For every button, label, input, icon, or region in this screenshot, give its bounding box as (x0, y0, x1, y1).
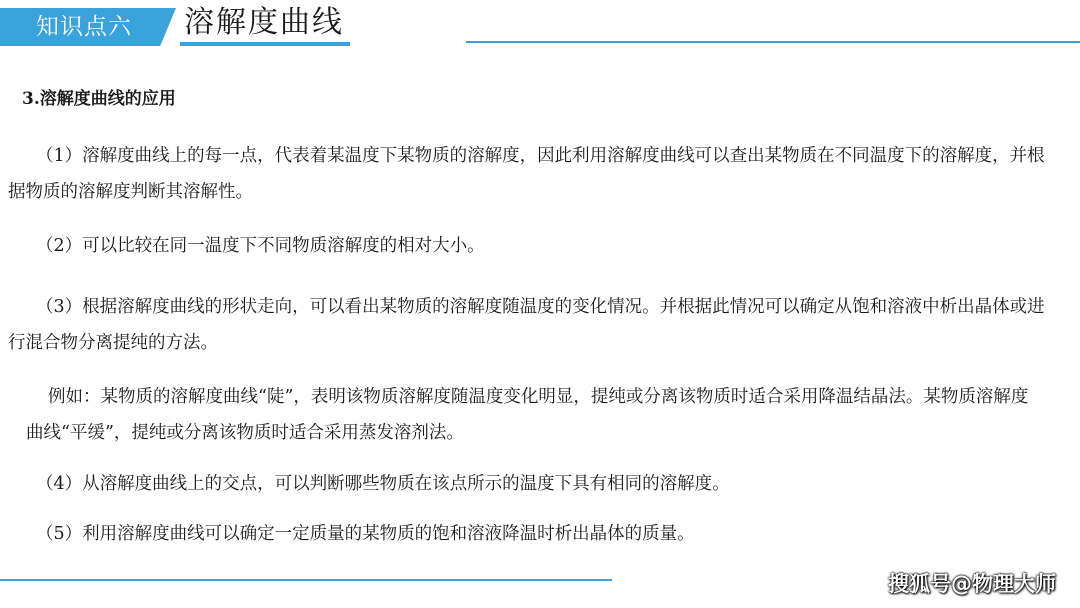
paragraph-4 (8, 466, 1048, 502)
page-title: 溶解度曲线 (184, 5, 344, 40)
paragraph-5-text: （5）利用溶解度曲线可以确定一定质量的某物质的饱和溶液降温时析出晶体的质量。 (36, 524, 695, 544)
paragraph-2 (8, 228, 1048, 264)
header-divider (466, 41, 1080, 43)
paragraph-5 (8, 516, 1048, 552)
section-badge-label: 知识点六 (36, 14, 132, 40)
example-text: 例如：某物质的溶解度曲线“陡”，表明该物质溶解度随温度变化明显，提纯或分离该物质时适合采用降温结晶法。某物质溶解度曲线“平缓”，提纯或分离该物质时适合采用蒸发溶剂法。 (26, 387, 1029, 443)
watermark: 搜狐号@物理大师 (888, 572, 1056, 596)
paragraph-1-text: （1）溶解度曲线上的每一点，代表着某温度下某物质的溶解度，因此利用溶解度曲线可以查出某物质在不同温度下的溶解度，并根据物质的溶解度判断其溶解性。 (8, 146, 1045, 202)
paragraph-3-text: （3）根据溶解度曲线的形状走向，可以看出某物质的溶解度随温度的变化情况。并根据此情况可以确定从饱和溶液中析出晶体或进行混合物分离提纯的方法。 (8, 297, 1045, 353)
paragraph-3 (8, 289, 1048, 361)
example-paragraph (26, 379, 1036, 451)
paragraph-4-text: （4）从溶解度曲线上的交点，可以判断哪些物质在该点所示的温度下具有相同的溶解度。 (36, 474, 730, 494)
paragraph-2-text: （2）可以比较在同一温度下不同物质溶解度的相对大小。 (36, 236, 485, 256)
section-title: 3.溶解度曲线的应用 (22, 89, 176, 109)
paragraph-1 (8, 138, 1048, 210)
footer-divider (0, 579, 612, 581)
title-underline (180, 42, 350, 46)
